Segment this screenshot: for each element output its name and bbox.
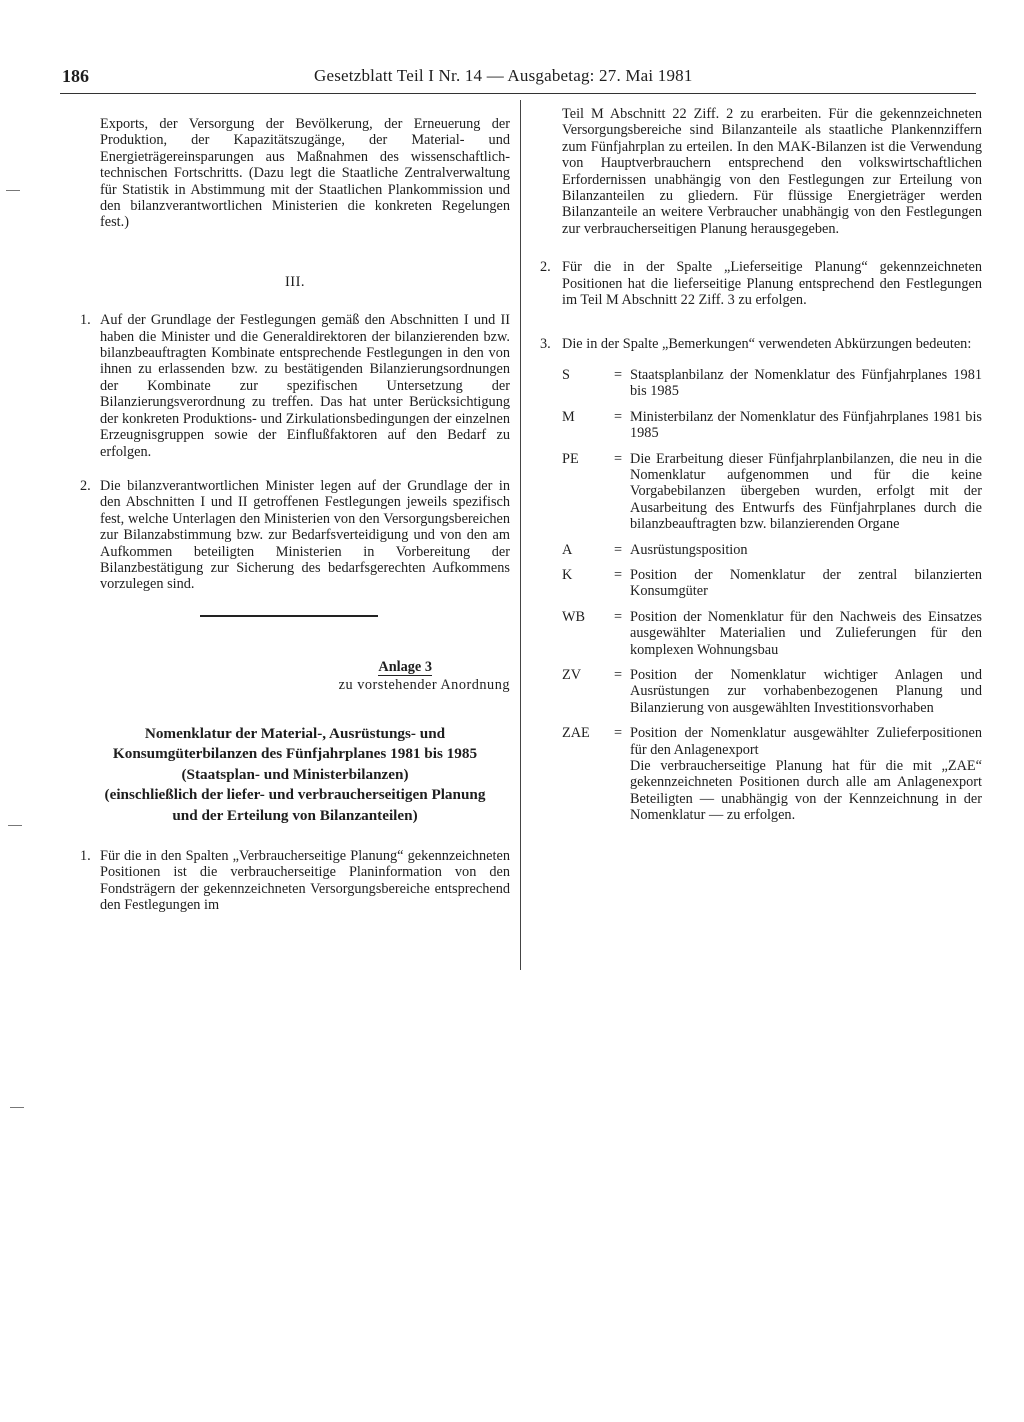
equals-sign: = [613, 566, 623, 583]
running-head: Gesetzblatt Teil I Nr. 14 — Ausgabetag: 27. Mai 1981 [314, 66, 693, 85]
margin-mark [10, 1107, 24, 1108]
margin-mark [8, 825, 22, 826]
item-number: 2. [540, 259, 551, 276]
item-number: 3. [540, 336, 551, 353]
section-heading: III. [284, 273, 306, 290]
separator-rule [200, 615, 378, 617]
equals-sign: = [613, 366, 623, 383]
equals-sign: = [613, 541, 623, 558]
annex-subtitle: zu vorstehender Anordnung [338, 677, 510, 694]
abbreviation-row [562, 409, 982, 442]
abbreviation-code: ZAE [562, 725, 590, 742]
right-column [540, 106, 982, 824]
numbered-list [540, 259, 982, 353]
item-text: Die in der Spalte „Bemerkungen“ verwendeten Abkürzungen bedeuten: [562, 336, 972, 353]
continuation-paragraph: Teil M Abschnitt 22 Ziff. 2 zu erarbeiten. Für die gekennzeichneten Versorgungsbereiche sind Bilanzanteile als staatliche Plankennziffern zum Fünfjahrplan zu erteilen. In den MAK-Bilanzen ist die Verwendung von Hauptverbrauchern entsprechend den volkswirtschaftlichen Erfordernissen unabhängig von den Festlegungen zur Erteilung von Bilanzanteilen zu gliedern. Für flüssige Energieträger werden Bilanzanteile an weitere Verbraucher unabhängig von den Festlegungen zur verbraucherseitigen Planung herausgegeben. [562, 106, 982, 237]
left-column [80, 116, 510, 932]
abbreviation-code: A [562, 541, 573, 558]
abbreviation-text: Position der Nomenklatur für den Nachweis des Einsatzes ausgewählter Materialien und Zulieferungen für den komplexen Wohnungsbau [630, 608, 982, 658]
abbreviation-text [630, 725, 982, 823]
equals-sign: = [613, 408, 623, 425]
list-item [540, 336, 982, 352]
nomenclature-heading [72, 724, 518, 827]
item-text: Für die in den Spalten „Verbraucherseitige Planung“ gekennzeichneten Positionen ist die verbraucherseitige Planinformation von den Fondsträgern der gekennzeichneten Versorgungsbereiche entsprechend den Festlegungen im [100, 848, 510, 914]
header-rule [60, 93, 976, 94]
list-item [540, 259, 982, 308]
abbreviation-text: Die Erarbeitung dieser Fünfjahrplanbilanzen, die neu in die Nomenklatur aufgenommen und für die keine Vorgabebilanzen übergeben wurden, erfolgt mit der Ausarbeitung des Entwurfs des Fünfjahrplanes durch die bilanzbeauftragten bzw. bilanzierenden Organe [630, 450, 982, 533]
list-item [80, 312, 510, 460]
abbreviation-text: Position der Nomenklatur der zentral bilanzierten Konsumgüter [630, 566, 982, 600]
heading-line: (einschließlich der liefer- und verbraucherseitigen Planung [104, 786, 486, 804]
abbreviation-row [562, 367, 982, 400]
list-item [80, 848, 510, 914]
abbreviation-text-body: Position der Nomenklatur ausgewählter Zulieferpositionen für den Anlagenexport [630, 725, 982, 758]
page-header [62, 66, 976, 94]
abbreviation-row [562, 667, 982, 716]
abbreviation-row [562, 567, 982, 600]
item-number: 1. [80, 848, 91, 865]
abbreviation-text: Position der Nomenklatur wichtiger Anlagen und Ausrüstungen zur vorhabenbezogenen Planung und Bilanzierung von ausgewählten Investitionsvorhaben [630, 666, 982, 716]
abbreviation-text: Ministerbilanz der Nomenklatur des Fünfjahrplanes 1981 bis 1985 [630, 408, 982, 442]
abbreviation-row [562, 725, 982, 823]
annex-title [80, 659, 510, 675]
equals-sign: = [613, 450, 623, 467]
page-number: 186 [62, 66, 89, 86]
list-item [80, 478, 510, 593]
abbreviation-list [562, 367, 982, 824]
abbreviation-code: K [562, 566, 573, 583]
equals-sign: = [613, 608, 623, 625]
margin-mark [6, 190, 20, 191]
abbreviation-code: M [562, 408, 575, 425]
heading-line: und der Erteilung von Bilanzanteilen) [172, 806, 418, 824]
abbreviation-row [562, 609, 982, 658]
abbreviation-code: WB [562, 608, 586, 625]
heading-line: Konsumgüterbilanzen des Fünfjahrplanes 1981 bis 1985 [112, 745, 478, 763]
abbreviation-text: Staatsplanbilanz der Nomenklatur des Fünfjahrplanes 1981 bis 1985 [630, 366, 982, 400]
item-text: Für die in der Spalte „Lieferseitige Planung“ gekennzeichneten Positionen hat die lieferseitige Planung entsprechend den Festlegungen im Teil M Abschnitt 22 Ziff. 3 zu erfolgen. [562, 259, 982, 309]
heading-line: Nomenklatur der Material-, Ausrüstungs- und [144, 724, 446, 742]
item-number: 2. [80, 477, 91, 494]
equals-sign: = [613, 725, 623, 742]
abbreviation-text: Ausrüstungsposition [630, 541, 748, 558]
abbreviation-code: ZV [562, 666, 582, 683]
abbreviation-code: S [562, 366, 570, 383]
equals-sign: = [613, 666, 623, 683]
item-text: Die bilanzverantwortlichen Minister legen auf der Grundlage der in den Abschnitten I und II getroffenen Festlegungen jeweils spezifisch fest, welche Unterlagen den Ministerien von den Versorgungsbereichen zur Bilanzabstimmung bzw. zur Bedarfsverteidigung und von den am Aufkommen beteiligten Ministerien in Vorbereitung der Bilanzbestätigung zur Sicherung des bedarfsgerechten Aufkommens vorzulegen sind. [100, 477, 510, 593]
intro-paragraph: Exports, der Versorgung der Bevölkerung, der Erneuerung der Produktion, der Kapazitätszugänge, der Material- und Energieträgereinsparungen aus Maßnahmen des wissenschaftlich-technischen Fortschritts. (Dazu legt die Staatliche Zentralverwaltung für Statistik in Abstimmung mit der Staatlichen Plankommission und den bilanzverantwortlichen Ministerien die konkreten Regelungen fest.) [100, 116, 510, 231]
column-divider [520, 100, 521, 970]
annex-title-text: Anlage 3 [378, 658, 432, 675]
item-number: 1. [80, 312, 91, 329]
abbreviation-row [562, 451, 982, 533]
abbreviation-code: PE [562, 450, 579, 467]
item-text: Auf der Grundlage der Festlegungen gemäß den Abschnitten I und II haben die Minister und die Generaldirektoren der bilanzierenden bzw. bilanzbeauftragten Kombinate entsprechende Festlegungen in den von ihnen zu erlassenden bzw. zu bestätigenden Bilanzierungsordnungen der Kombinate zur spezifischen Untersetzung der Bilanzierungsverordnung zu treffen. Das hat unter Berücksichtigung der konkreten Produktions- und Zirkulationsbedingungen der einzelnen Erzeugnisgruppen sowie der Einflußfaktoren auf den Bedarf zu erfolgen. [100, 312, 510, 460]
heading-line: (Staatsplan- und Ministerbilanzen) [181, 765, 409, 783]
zae-note: Die verbraucherseitige Planung hat für die mit „ZAE“ gekennzeichneten Positionen durch alle am Anlagenexport Beteiligten — unabhängig von der Kennzeichnung in der Nomenklatur — zu erfolgen. [630, 758, 982, 824]
abbreviation-row [562, 542, 982, 558]
